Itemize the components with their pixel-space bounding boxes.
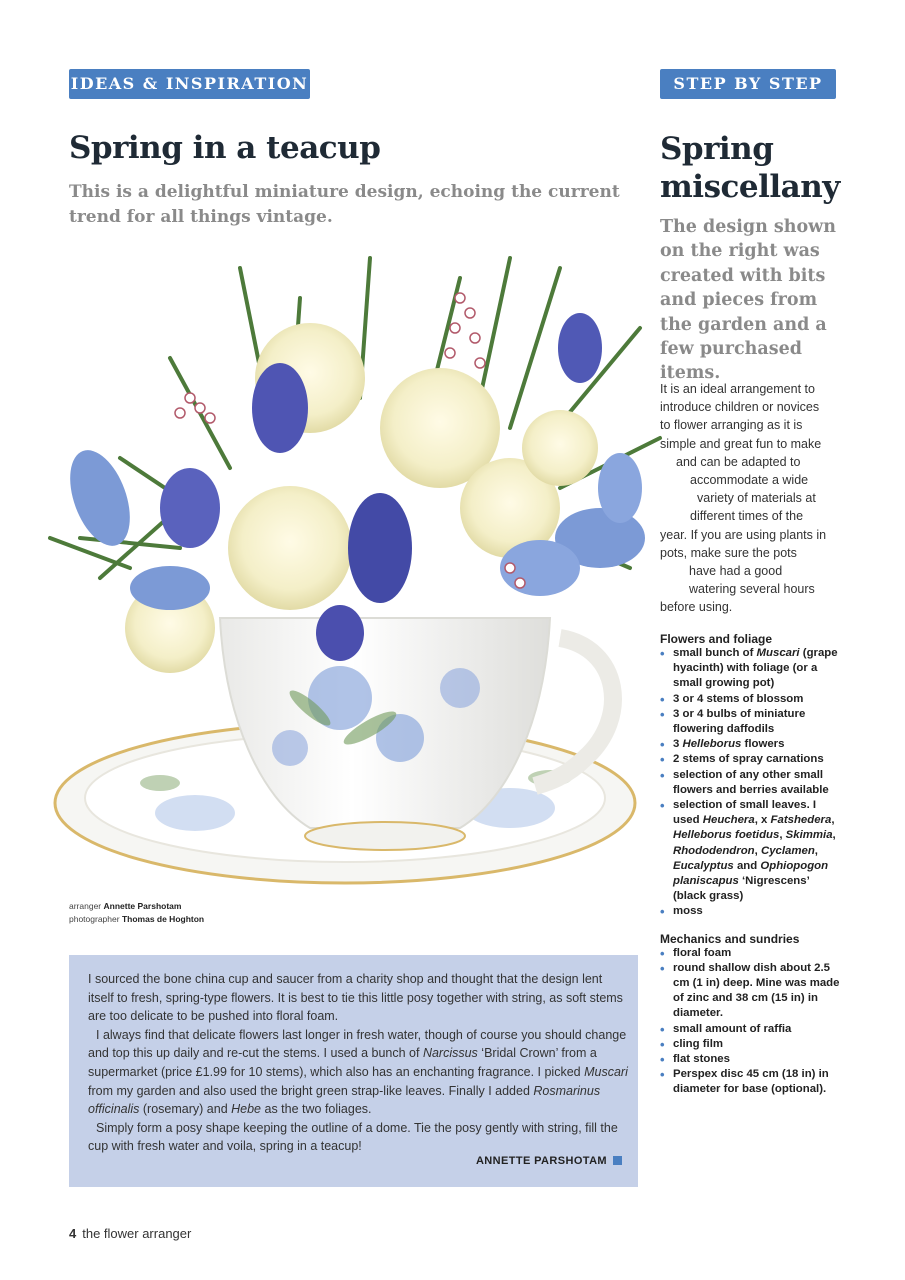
page-title: Spring in a teacup — [69, 130, 381, 166]
arranger-label: arranger — [69, 901, 102, 911]
sidebar-body — [660, 380, 845, 617]
magazine-name: the flower arranger — [82, 1226, 192, 1241]
list-item: • selection of any other small flowers and berries available — [660, 768, 845, 798]
body-line: watering several hours — [689, 582, 815, 597]
list-item: • round shallow dish about 2.5 cm (1 in) deep. Mine was made of zinc and 38 cm (15 in) in diameter. — [660, 961, 845, 1022]
list-item: • cling film — [660, 1037, 845, 1052]
body-line: accommodate a wide — [690, 473, 809, 488]
list-item: • 3 or 4 stems of blossom — [660, 692, 845, 707]
list-item: • 3 Helleborus flowers — [660, 737, 845, 752]
sidebar-title-line1: Spring — [660, 131, 774, 167]
body-line: simple and great fun to make — [660, 436, 822, 451]
body-line: different times of the — [690, 509, 804, 524]
body-line: before using. — [660, 600, 733, 615]
body-line: and can be adapted to — [676, 454, 801, 469]
body-line: variety of materials at — [697, 491, 816, 506]
body-line: to flower arranging as it is — [660, 418, 803, 433]
list-item: • floral foam — [660, 946, 845, 961]
section-tag-step-by-step: STEP BY STEP — [660, 69, 836, 99]
sidebar-intro: The design shown on the right was created with bits and pieces from the garden and a few purchased items. — [660, 217, 836, 384]
list-item: • selection of small leaves. I used Heuchera, x Fatshedera, Helleborus foetidus, Skimmia, Rhododendron, Cyclamen, Eucalyptus and Ophiopogon planiscapus ‘Nigrescens’ (black grass) — [660, 798, 845, 904]
box-paragraph: I always find that delicate flowers last longer in fresh water, though of course you should change and top this up daily and re-cut the stems. I used a bunch of Narcissus ‘Bridal Crown’ from a supermarket (price £1.99 for 10 stems), which also has an enchanting fragrance. I picked Muscari from my garden and also used the bright green strap-like leaves. Finally I added Rosmarinus officinalis (rosemary) and Hebe as the two foliages. — [88, 1027, 628, 1117]
photographer-name: Thomas de Hoghton — [121, 914, 205, 924]
end-square-icon — [613, 1156, 622, 1165]
list-item: • Perspex disc 45 cm (18 in) in diameter for base (optional). — [660, 1067, 845, 1097]
body-line: year. If you are using plants in — [660, 527, 827, 542]
list-item: • flat stones — [660, 1052, 845, 1067]
mechanics-list — [660, 946, 845, 1098]
photographer-label: photographer — [69, 914, 120, 924]
page-footer — [69, 1226, 191, 1241]
box-paragraph: Simply form a posy shape keeping the outline of a dome. Tie the posy gently with string, fill the cup with fresh water and voila, spring in a teacup! — [88, 1120, 618, 1154]
page-number: 4 — [69, 1226, 77, 1241]
flowers-list — [660, 646, 845, 920]
list-item: • small bunch of Muscari (grape hyacinth) with foliage (or a small growing pot) — [660, 646, 845, 692]
list-item: • moss — [660, 904, 845, 919]
list-item: • small amount of raffia — [660, 1022, 845, 1037]
intro-standfirst: This is a delightful miniature design, echoing the current trend for all things vintage. — [69, 182, 620, 227]
body-line: pots, make sure the pots — [660, 545, 797, 560]
mechanics-heading: Mechanics and sundries — [660, 931, 800, 946]
section-tag-ideas: IDEAS & INSPIRATION — [69, 69, 310, 99]
body-line: introduce children or novices — [660, 400, 820, 415]
body-line: It is an ideal arrangement to — [660, 382, 815, 396]
body-line: have had a good — [689, 564, 783, 579]
list-item: • 2 stems of spray carnations — [660, 752, 845, 767]
sidebar-title — [660, 130, 840, 206]
text-box — [88, 970, 628, 1156]
arranger-name: Annette Parshotam — [103, 901, 182, 911]
photo-credits — [69, 900, 204, 926]
author-signature: ANNETTE PARSHOTAM — [476, 1155, 622, 1167]
box-paragraph: I sourced the bone china cup and saucer from a charity shop and thought that the design lent itself to fresh, spring-type flowers. It is best to tie this little posy together with string, as soft stems are too delicate to be pushed into floral foam. — [88, 972, 623, 1024]
flowers-heading: Flowers and foliage — [660, 632, 773, 646]
list-item: • 3 or 4 bulbs of miniature flowering daffodils — [660, 707, 845, 737]
sidebar-title-line2: miscellany — [660, 169, 840, 205]
teacup-arrangement-photo — [40, 238, 680, 898]
ingredient-lists — [660, 632, 845, 1098]
